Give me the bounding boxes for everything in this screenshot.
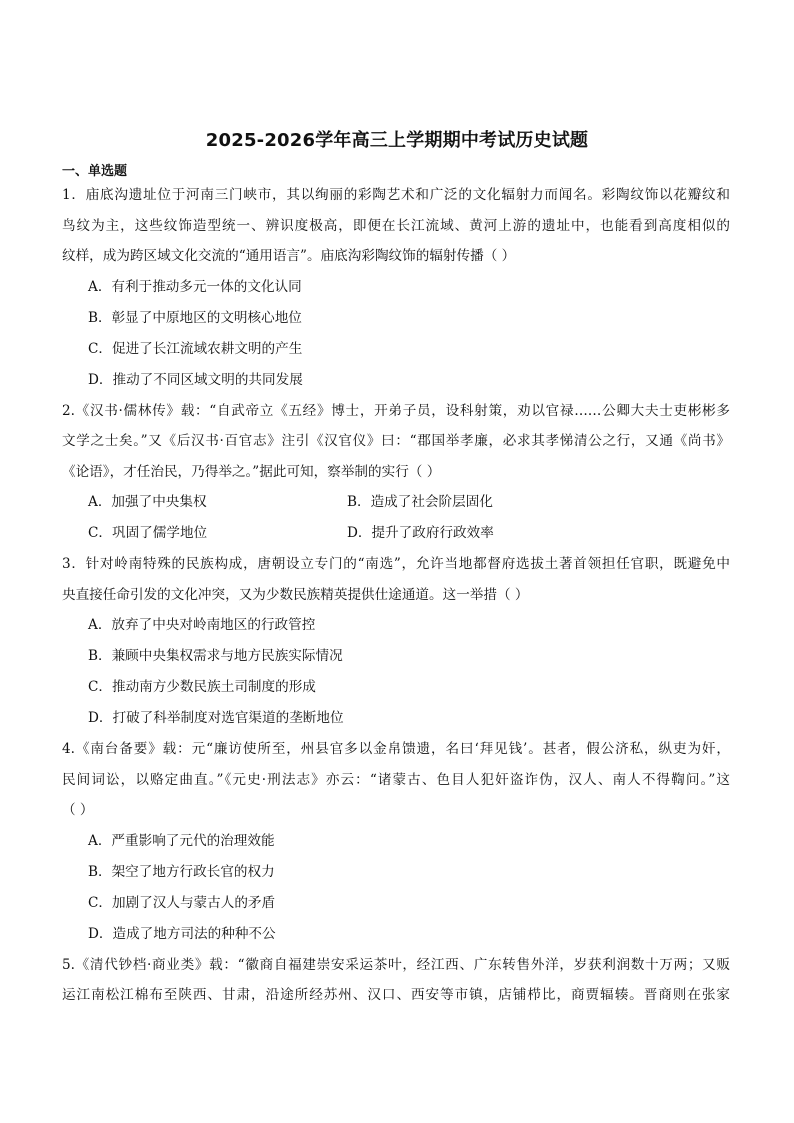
- question-text-line: 央直接任命引发的文化冲突，又为少数民族精英提供仕途通道。这一举措（ ）: [62, 586, 529, 603]
- question-list: [62, 180, 730, 1011]
- option-row: [62, 518, 730, 549]
- question-text-line: 文学之士矣。”又《后汉书·百官志》注引《汉官仪》曰：“郡国举孝廉，必求其孝悌清公之行，又通《尚书》: [62, 433, 730, 449]
- option-row: [62, 487, 730, 518]
- question-text-line: （ ）: [62, 802, 94, 818]
- option-a[interactable]: A．有利于推动多元一体的文化认同: [88, 278, 302, 295]
- option-c[interactable]: C．加剧了汉人与蒙古人的矛盾: [88, 894, 276, 911]
- question-text-line: 民间词讼，以赂定曲直。”《元史·刑法志》亦云：“诸蒙古、色目人犯奸盗诈伪，汉人、南人不得鞫问。”这: [62, 771, 730, 788]
- question-text-line: 3．针对岭南特殊的民族构成，唐朝设立专门的“南选”，允许当地都督府选拔土著首领担任官职，既避免中: [62, 556, 730, 572]
- question-text-line: 5.《清代钞档·商业类》载：“徽商自福建崇安采运茶叶，经江西、广东转售外洋，岁获利润数十万两；又贩: [62, 956, 730, 973]
- option-d[interactable]: D．打破了科举制度对选官渠道的垄断地位: [88, 710, 344, 726]
- option-d[interactable]: D．造成了地方司法的种种不公: [88, 925, 276, 942]
- option-d[interactable]: D．提升了政府行政效率: [347, 525, 494, 541]
- question-1: [62, 180, 730, 396]
- question-text-line: 4.《南台备要》载：元“廉访使所至，州县官多以金帛馈遗，名曰‘拜见钱’。甚者，假公济私，纵吏为奸，: [62, 741, 730, 757]
- question-text-line: 运江南松江棉布至陕西、甘肃，沿途所经苏州、汉口、西安等市镇，店铺栉比，商贾辐辏。晋商则在张家: [62, 987, 730, 1003]
- section-heading: 一、单选题: [62, 164, 128, 179]
- option-b[interactable]: B．架空了地方行政长官的权力: [88, 863, 275, 880]
- question-2: [62, 396, 730, 550]
- option-a[interactable]: A．严重影响了元代的治理效能: [88, 832, 275, 849]
- question-4: [62, 734, 730, 950]
- question-text-line: 1．庙底沟遗址位于河南三门峡市，其以绚丽的彩陶艺术和广泛的文化辐射力而闻名。彩陶纹饰以花瓣纹和: [62, 187, 730, 203]
- option-b[interactable]: B．造成了社会阶层固化: [347, 494, 493, 510]
- question-5: [62, 950, 730, 1011]
- option-c[interactable]: C．推动南方少数民族土司制度的形成: [88, 679, 316, 695]
- question-text-line: 2.《汉书·儒林传》载：“自武帝立《五经》博士，开弟子员，设科射策，劝以官禄……公卿大夫士吏彬彬多: [62, 402, 730, 419]
- page-title: 2025-2026学年高三上学期期中考试历史试题: [205, 130, 589, 151]
- option-d[interactable]: D．推动了不同区域文明的共同发展: [88, 371, 303, 388]
- question-3: [62, 549, 730, 734]
- option-b[interactable]: B．彰显了中原地区的文明核心地位: [88, 309, 302, 326]
- question-text-line: 纹样，成为跨区域文化交流的“通用语言”。庙底沟彩陶纹饰的辐射传播（ ）: [62, 248, 516, 264]
- option-a[interactable]: A．放弃了中央对岭南地区的行政管控: [88, 617, 316, 633]
- question-text-line: 《论语》，才任治民，乃得举之。”据此可知，察举制的实行（ ）: [62, 463, 441, 480]
- option-c[interactable]: C．促进了长江流域农耕文明的产生: [88, 340, 303, 357]
- question-text-line: 鸟纹为主，这些纹饰造型统一、辨识度极高，即便在长江流域、黄河上游的遗址中，也能看到高度相似的: [62, 217, 730, 234]
- option-a[interactable]: A．加强了中央集权: [88, 494, 207, 510]
- option-b[interactable]: B．兼顾中央集权需求与地方民族实际情况: [88, 648, 343, 664]
- option-c[interactable]: C．巩固了儒学地位: [88, 525, 208, 541]
